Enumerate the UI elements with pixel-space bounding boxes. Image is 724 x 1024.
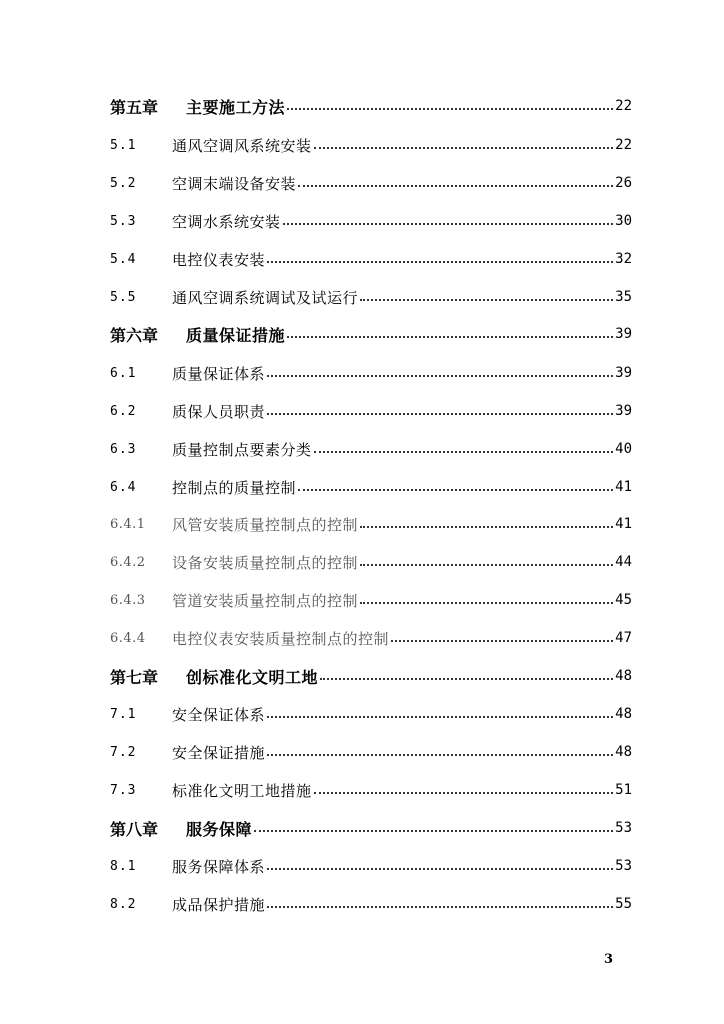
toc-page-number: 39 — [615, 365, 632, 381]
toc-chapter-5[interactable] — [110, 94, 632, 118]
toc-page-number: 51 — [615, 782, 632, 798]
dot-leader — [267, 754, 613, 756]
toc-section-7-1[interactable] — [110, 702, 632, 726]
dot-leader — [298, 185, 613, 187]
toc-number: 5.1 — [110, 137, 137, 153]
dot-leader — [254, 830, 613, 832]
toc-page-number: 45 — [615, 592, 632, 608]
toc-number: 5.5 — [110, 289, 137, 305]
dot-leader — [267, 716, 613, 718]
toc-page-number: 39 — [615, 403, 632, 419]
toc-title: 控制点的质量控制 — [172, 478, 297, 497]
toc-number: 第八章 — [110, 819, 159, 839]
toc-section-6-1[interactable] — [110, 361, 632, 385]
toc-title: 风管安装质量控制点的控制 — [172, 515, 359, 534]
toc-chapter-6[interactable] — [110, 322, 632, 346]
toc-section-5-4[interactable] — [110, 247, 632, 271]
toc-section-7-2[interactable] — [110, 740, 632, 764]
toc-chapter-7[interactable] — [110, 664, 632, 688]
toc-number: 6.1 — [110, 365, 137, 381]
toc-page-number: 48 — [615, 744, 632, 760]
toc-number: 6.4.1 — [110, 516, 146, 532]
toc-page-number: 26 — [615, 175, 632, 191]
toc-title: 安全保证措施 — [172, 743, 266, 762]
toc-section-5-5[interactable] — [110, 285, 632, 309]
toc-subsection-6-4-4[interactable] — [110, 626, 632, 650]
toc-number: 7.2 — [110, 744, 137, 760]
toc-number: 8.2 — [110, 896, 137, 912]
dot-leader — [360, 299, 613, 301]
dot-leader — [360, 602, 613, 604]
toc-number: 第五章 — [110, 97, 159, 117]
toc-title: 通风空调风系统安装 — [172, 136, 312, 155]
toc-section-5-1[interactable] — [110, 133, 632, 157]
toc-number: 7.3 — [110, 782, 137, 798]
dot-leader — [314, 147, 614, 149]
toc-number: 8.1 — [110, 858, 137, 874]
toc-number: 5.4 — [110, 251, 137, 267]
dot-leader — [360, 526, 613, 528]
dot-leader — [287, 336, 613, 338]
toc-title: 质保人员职责 — [172, 402, 266, 421]
toc-subsection-6-4-2[interactable] — [110, 550, 632, 574]
toc-page-number: 41 — [615, 479, 632, 495]
dot-leader — [298, 489, 613, 491]
toc-title: 电控仪表安装 — [172, 250, 266, 269]
toc-section-7-3[interactable] — [110, 778, 632, 802]
toc-number: 6.2 — [110, 403, 137, 419]
toc-page-number: 53 — [615, 820, 632, 836]
toc-title: 设备安装质量控制点的控制 — [172, 553, 359, 572]
toc-page-number: 22 — [615, 98, 632, 114]
dot-leader — [283, 223, 614, 225]
toc-title: 空调水系统安装 — [172, 212, 281, 231]
toc-number: 6.4 — [110, 479, 137, 495]
toc-page-number: 35 — [615, 289, 632, 305]
dot-leader — [360, 564, 613, 566]
toc-page-number: 47 — [615, 630, 632, 646]
toc-page-number: 53 — [615, 858, 632, 874]
toc-title: 服务保障体系 — [172, 857, 266, 876]
toc-page-number: 32 — [615, 251, 632, 267]
dot-leader — [267, 413, 613, 415]
toc-title: 标准化文明工地措施 — [172, 781, 312, 800]
toc-page-number: 30 — [615, 213, 632, 229]
dot-leader — [287, 108, 613, 110]
toc-page-number: 44 — [615, 554, 632, 570]
toc-title: 创标准化文明工地 — [186, 667, 319, 687]
toc-page-number: 55 — [615, 896, 632, 912]
toc-subsection-6-4-3[interactable] — [110, 588, 632, 612]
toc-title: 质量保证体系 — [172, 364, 266, 383]
toc-page-number: 48 — [615, 668, 632, 684]
toc-section-5-3[interactable] — [110, 209, 632, 233]
toc-section-6-4[interactable] — [110, 475, 632, 499]
dot-leader — [267, 261, 613, 263]
toc-title: 成品保护措施 — [172, 895, 266, 914]
toc-page-number: 40 — [615, 441, 632, 457]
dot-leader — [267, 906, 613, 908]
toc-section-6-3[interactable] — [110, 437, 632, 461]
dot-leader — [391, 640, 613, 642]
toc-number: 5.3 — [110, 213, 137, 229]
toc-page-number: 48 — [615, 706, 632, 722]
dot-leader — [267, 375, 613, 377]
dot-leader — [314, 792, 614, 794]
toc-number: 6.4.2 — [110, 554, 146, 570]
dot-leader — [320, 678, 613, 680]
toc-title: 服务保障 — [186, 819, 253, 839]
toc-number: 第七章 — [110, 667, 159, 687]
toc-section-5-2[interactable] — [110, 171, 632, 195]
toc-number: 6.3 — [110, 441, 137, 457]
dot-leader — [267, 868, 613, 870]
toc-number: 6.4.3 — [110, 592, 146, 608]
toc-number: 7.1 — [110, 706, 137, 722]
toc-subsection-6-4-1[interactable] — [110, 512, 632, 536]
toc-number: 5.2 — [110, 175, 137, 191]
toc-title: 通风空调系统调试及试运行 — [172, 288, 359, 307]
toc-number: 6.4.4 — [110, 630, 146, 646]
toc-title: 安全保证体系 — [172, 705, 266, 724]
toc-section-8-2[interactable] — [110, 892, 632, 916]
page-number: 3 — [604, 952, 614, 967]
toc-title: 质量保证措施 — [186, 325, 286, 345]
toc-section-8-1[interactable] — [110, 854, 632, 878]
toc-section-6-2[interactable] — [110, 399, 632, 423]
toc-page-number: 41 — [615, 516, 632, 532]
dot-leader — [314, 451, 614, 453]
toc-title: 管道安装质量控制点的控制 — [172, 591, 359, 610]
toc-chapter-8[interactable] — [110, 816, 632, 840]
toc-page-number: 39 — [615, 326, 632, 342]
toc-title: 主要施工方法 — [186, 97, 286, 117]
toc-page-number: 22 — [615, 137, 632, 153]
toc-title: 质量控制点要素分类 — [172, 440, 312, 459]
toc-number: 第六章 — [110, 325, 159, 345]
toc-title: 空调末端设备安装 — [172, 174, 297, 193]
toc-title: 电控仪表安装质量控制点的控制 — [172, 629, 390, 648]
